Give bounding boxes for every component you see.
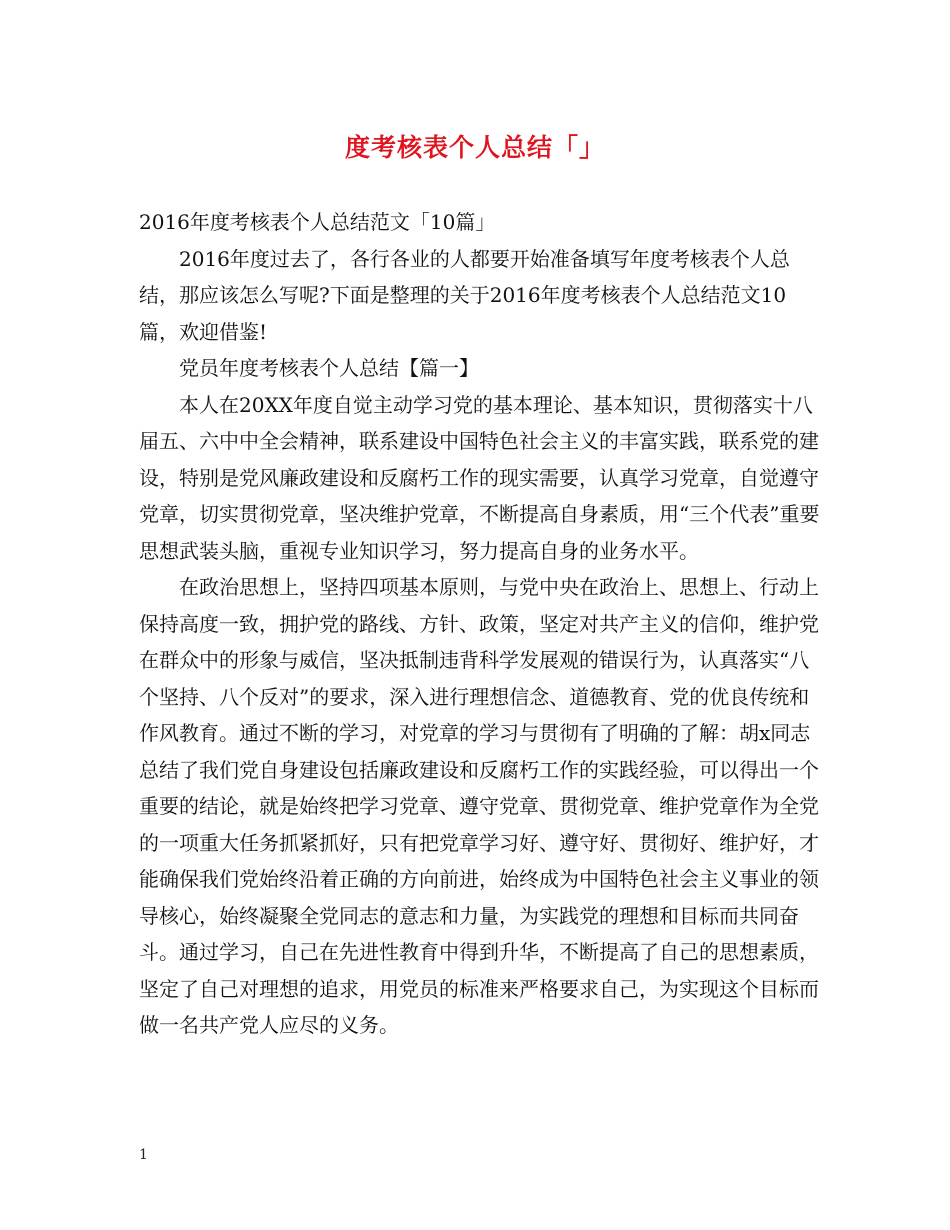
section-heading: 党员年度考核表个人总结【篇一】 bbox=[179, 356, 479, 380]
document-body bbox=[139, 204, 823, 1044]
intro-paragraph: 2016年度过去了，各行各业的人都要开始准备填写年度考核表个人总结，那应该怎么写呢?下面是整理的关于2016年度考核表个人总结范文10篇，欢迎借鉴! bbox=[139, 246, 790, 344]
page-number: 1 bbox=[139, 1147, 148, 1163]
document-title: 度考核表个人总结「」 bbox=[344, 133, 605, 162]
body-paragraph-2: 在政治思想上，坚持四项基本原则，与党中央在政治上、思想上、行动上保持高度一致，拥护党的路线、方针、政策，坚定对共产主义的信仰，维护党在群众中的形象与威信，坚决抵制违背科学发展观的错误行为，认真落实“八个坚持、八个反对”的要求，深入进行理想信念、道德教育、党的优良传统和作风教育。通过不断的学习，对党章的学习与贯彻有了明确的了解：胡x同志总结了我们党自身建设包括廉政建设和反腐朽工作的实践经验，可以得出一个重要的结论，就是始终把学习党章、遵守党章、贯彻党章、维护党章作为全党的一项重大任务抓紧抓好，只有把党章学习好、遵守好、贯彻好、维护好，才能确保我们党始终沿着正确的方向前进，始终成为中国特色社会主义事业的领导核心，始终凝聚全党同志的意志和力量，为实践党的理想和目标而共同奋斗。通过学习，自己在先进性教育中得到升华，不断提高了自己的思想素质，坚定了自己对理想的追求，用党员的标准来严格要求自己，为实现这个目标而做一名共产党人应尽的义务。 bbox=[139, 575, 819, 1037]
body-paragraph-1: 本人在20XX年度自觉主动学习党的基本理论、基本知识，贯彻落实十八届五、六中中全会精神，联系建设中国特色社会主义的丰富实践，联系党的建设，特别是党风廉政建设和反腐朽工作的现实需要，认真学习党章，自觉遵守党章，切实贯彻党章，坚决维护党章，不断提高自身素质，用“三个代表”重要思想武装头脑，重视专业知识学习，努力提高自身的业务水平。 bbox=[139, 392, 820, 563]
document-subtitle: 2016年度考核表个人总结范文「10篇」 bbox=[139, 210, 496, 234]
